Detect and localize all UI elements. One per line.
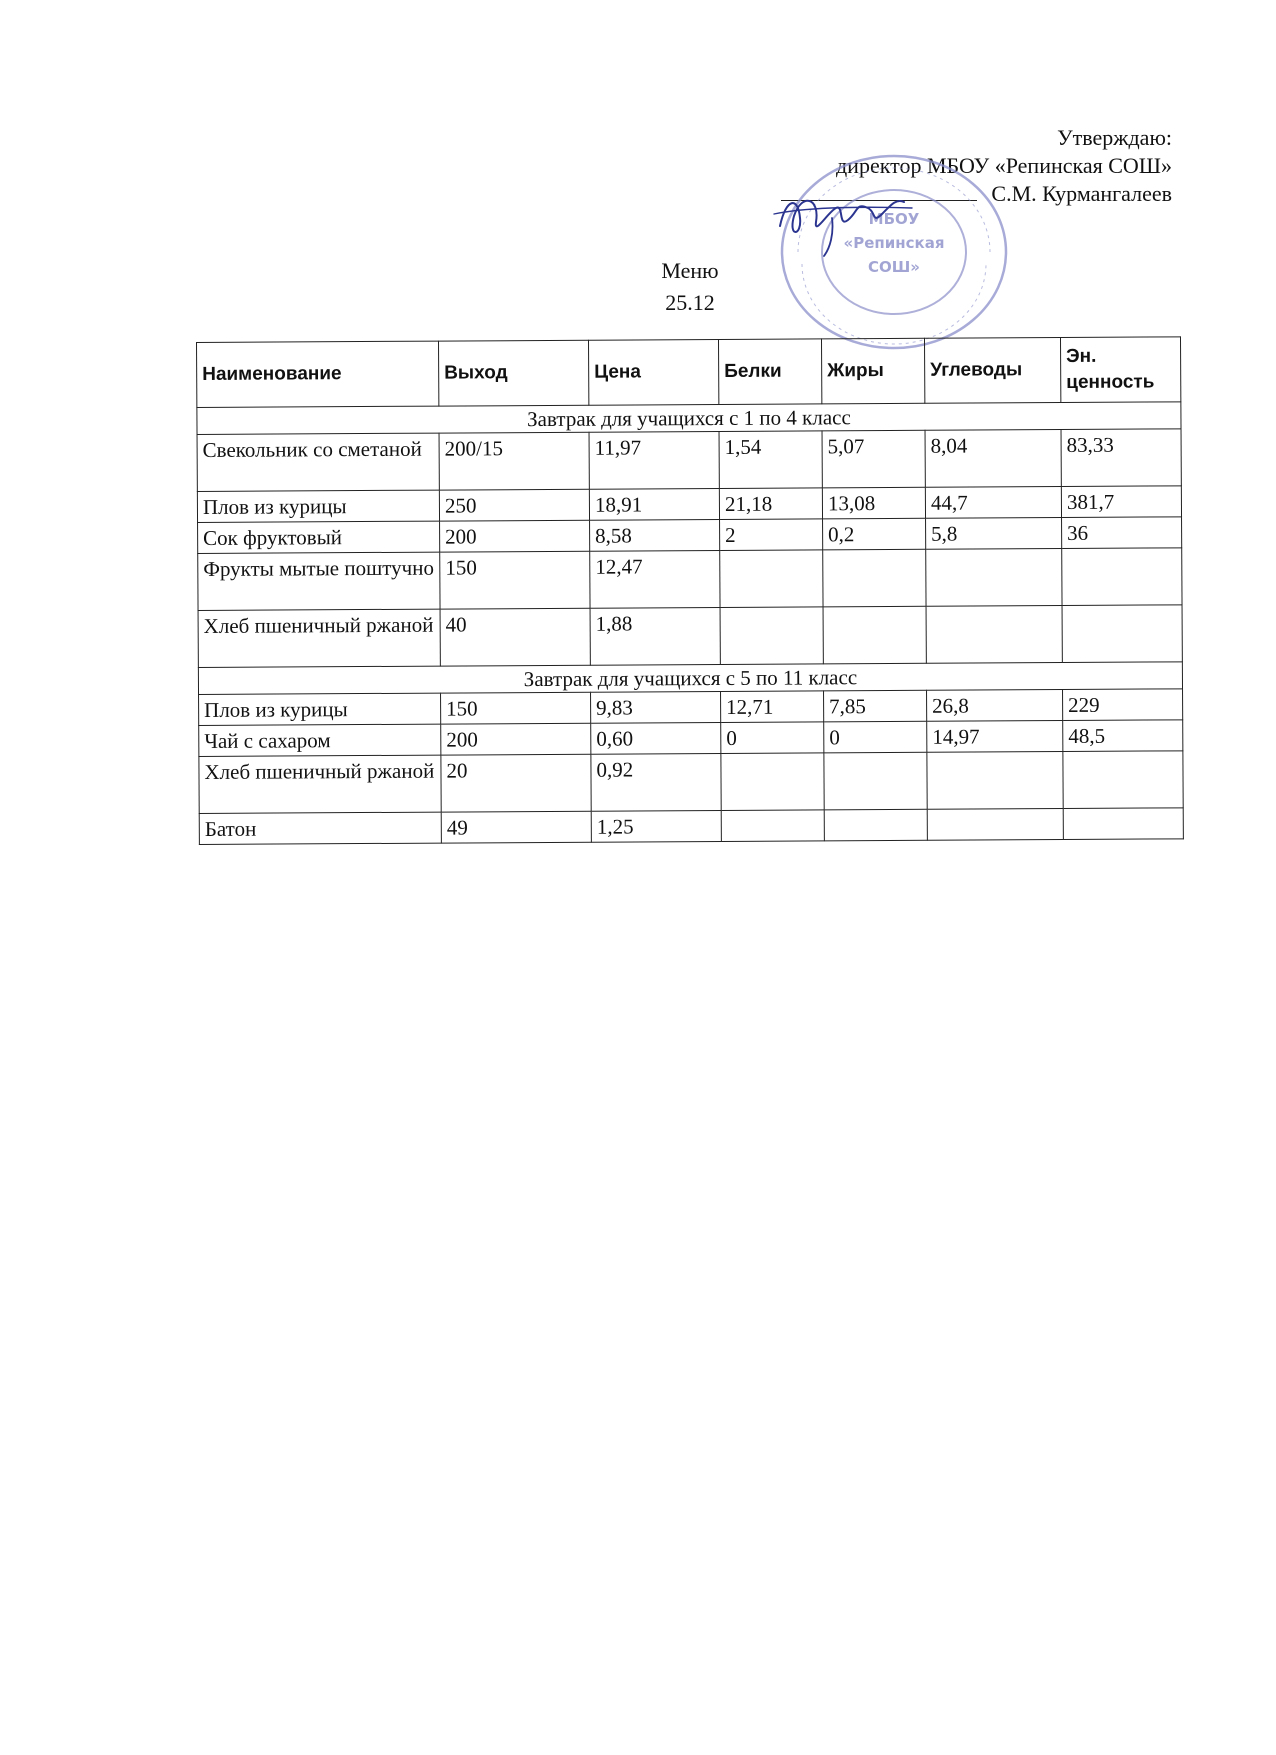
menu-table-container: [196, 336, 1183, 845]
cell-yield: 200: [440, 520, 590, 552]
menu-table: [196, 336, 1184, 845]
cell-proteins: [720, 550, 823, 608]
cell-carbs: 5,8: [926, 518, 1062, 550]
column-header: Наименование: [197, 341, 439, 407]
cell-price: 12,47: [590, 550, 720, 608]
svg-text:МБОУ: МБОУ: [868, 210, 920, 228]
dish-name: Хлеб пшеничный ржаной: [199, 755, 441, 813]
cell-fats: [823, 606, 926, 664]
table-row: [198, 548, 1182, 611]
dish-name: Свекольник со сметаной: [197, 433, 439, 491]
dish-name: Хлеб пшеничный ржаной: [198, 609, 440, 667]
cell-proteins: 1,54: [719, 431, 822, 489]
approval-heading: Утверждаю:: [1057, 125, 1172, 150]
cell-yield: 150: [441, 692, 591, 724]
dish-name: Плов из курицы: [197, 490, 439, 522]
cell-fats: [823, 549, 926, 607]
cell-fats: 5,07: [822, 430, 925, 488]
cell-fats: [824, 752, 927, 810]
cell-carbs: 14,97: [927, 721, 1063, 753]
approver-name: С.М. Курмангалеев: [991, 181, 1172, 206]
cell-fats: 0: [824, 721, 927, 753]
column-header: Жиры: [821, 338, 924, 404]
cell-yield: 200: [441, 723, 591, 755]
table-row: [197, 429, 1181, 492]
cell-yield: 200/15: [439, 432, 589, 490]
cell-proteins: 12,71: [721, 691, 824, 723]
cell-energy: 381,7: [1061, 486, 1181, 518]
approver-position: директор МБОУ «Репинская СОШ»: [835, 153, 1172, 178]
cell-energy: 48,5: [1063, 720, 1183, 752]
cell-carbs: 8,04: [925, 430, 1061, 488]
cell-price: 1,88: [590, 607, 720, 665]
cell-price: 11,97: [589, 431, 719, 489]
cell-energy: [1063, 808, 1183, 840]
table-header-row: [197, 337, 1181, 408]
cell-fats: 0,2: [823, 518, 926, 550]
cell-fats: 7,85: [824, 690, 927, 722]
cell-proteins: [720, 607, 823, 665]
section-title: Завтрак для учащихся с 5 по 11 класс: [198, 662, 1182, 695]
cell-energy: [1062, 548, 1182, 606]
table-row: [199, 751, 1183, 814]
cell-energy: 36: [1062, 517, 1182, 549]
cell-price: 8,58: [590, 519, 720, 551]
cell-proteins: [721, 810, 824, 842]
dish-name: Фрукты мытые поштучно: [198, 552, 440, 610]
cell-carbs: [927, 809, 1063, 841]
menu-title-block: [560, 255, 820, 319]
dish-name: Батон: [199, 812, 441, 844]
cell-price: 0,92: [591, 753, 721, 811]
cell-proteins: 21,18: [719, 488, 822, 520]
dish-name: Плов из курицы: [199, 693, 441, 725]
cell-proteins: 2: [720, 519, 823, 551]
cell-yield: 20: [441, 754, 591, 812]
svg-text:СОШ»: СОШ»: [868, 258, 920, 276]
cell-price: 9,83: [591, 691, 721, 723]
cell-energy: 229: [1063, 689, 1183, 721]
cell-carbs: [926, 606, 1062, 664]
column-header: Белки: [718, 339, 821, 405]
cell-proteins: 0: [721, 722, 824, 754]
handwritten-signature: [772, 178, 922, 258]
column-header: Эн. ценность: [1060, 337, 1180, 403]
table-row: [198, 605, 1182, 668]
cell-carbs: 26,8: [927, 690, 1063, 722]
cell-fats: [824, 809, 927, 841]
column-header: Углеводы: [924, 338, 1060, 404]
cell-price: 18,91: [589, 488, 719, 520]
svg-text:«Репинская: «Репинская: [843, 234, 945, 252]
cell-price: 0,60: [591, 722, 721, 754]
cell-carbs: [927, 752, 1063, 810]
cell-energy: 83,33: [1061, 429, 1181, 487]
cell-yield: 250: [439, 489, 589, 521]
cell-yield: 150: [440, 551, 590, 609]
table-row: [199, 808, 1183, 845]
cell-carbs: [926, 549, 1062, 607]
cell-yield: 49: [441, 811, 591, 843]
cell-carbs: 44,7: [925, 487, 1061, 519]
menu-date: 25.12: [665, 290, 715, 315]
cell-price: 1,25: [591, 810, 721, 842]
cell-energy: [1062, 605, 1182, 663]
cell-yield: 40: [440, 608, 590, 666]
column-header: Цена: [588, 339, 718, 405]
dish-name: Сок фруктовый: [198, 521, 440, 553]
column-header: Выход: [438, 340, 588, 406]
cell-fats: 13,08: [822, 487, 925, 519]
section-title: Завтрак для учащихся с 1 по 4 класс: [197, 402, 1181, 435]
cell-energy: [1063, 751, 1183, 809]
menu-title: Меню: [661, 258, 719, 283]
cell-proteins: [721, 753, 824, 811]
dish-name: Чай с сахаром: [199, 724, 441, 756]
